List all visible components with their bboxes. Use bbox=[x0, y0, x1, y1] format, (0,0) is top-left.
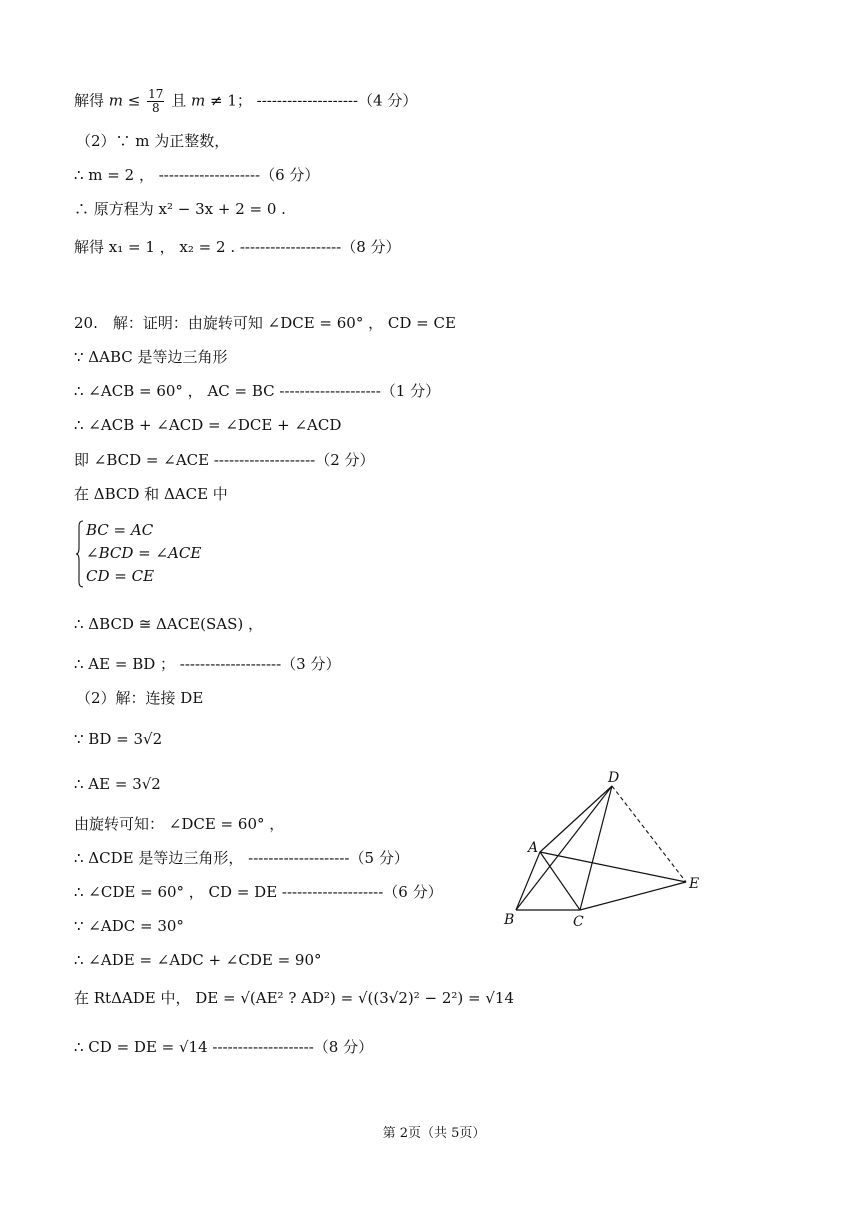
text-segment: ； --------------------（4 分） bbox=[236, 91, 418, 110]
condition-row: CD = CE bbox=[86, 567, 155, 585]
segment-ab bbox=[516, 852, 540, 910]
solution-line-5: 解得 x₁ = 1 ， x₂ = 2 . --------------------（8 分） bbox=[74, 238, 401, 256]
solution-line-1: 解得 m ≤ $\frac{17}{8}$ 且 m ≠ 1； --------------------（4 分） bbox=[74, 87, 418, 115]
segment-ad bbox=[540, 786, 612, 852]
left-brace-icon bbox=[76, 520, 84, 588]
point-label-a: A bbox=[528, 840, 539, 856]
part-2-line-4: ∴ ΔCDE 是等边三角形， --------------------（5 分） bbox=[74, 849, 409, 867]
part-2-line-7: ∴ ∠ADE = ∠ADC + ∠CDE = 90° bbox=[74, 951, 322, 969]
point-label-e: E bbox=[689, 876, 700, 892]
segment-ae bbox=[540, 852, 686, 882]
problem-20-header: 20. 解：证明：由旋转可知 ∠DCE = 60° ， CD = CE bbox=[74, 314, 456, 332]
part-2-line-2: ∴ AE = 3√2 bbox=[74, 775, 161, 793]
point-label-d: D bbox=[608, 770, 620, 786]
part-2-header: （2）解：连接 DE bbox=[76, 689, 204, 707]
part-2-line-5: ∴ ∠CDE = 60° ， CD = DE --------------------（6 分） bbox=[74, 883, 443, 901]
page-footer: 第 2页（共 5页） bbox=[382, 1126, 486, 1141]
point-label-b: B bbox=[504, 912, 515, 928]
proof-line-5: 在 ΔBCD 和 ΔACE 中 bbox=[74, 485, 228, 503]
congruence-conditions bbox=[76, 520, 216, 590]
proof-line-3: ∴ ∠ACB + ∠ACD = ∠DCE + ∠ACD bbox=[74, 416, 342, 434]
condition-row: ∠BCD = ∠ACE bbox=[86, 544, 202, 562]
solution-line-4: ∴ 原方程为 x² − 3x + 2 = 0 . bbox=[74, 200, 286, 218]
proof-line-1: ∵ ΔABC 是等边三角形 bbox=[74, 348, 228, 366]
segment-de-dashed bbox=[612, 786, 686, 882]
proof-line-6: ∴ ΔBCD ≅ ΔACE(SAS) ， bbox=[74, 615, 264, 633]
text-segment: 且 bbox=[171, 91, 187, 110]
part-2-line-3: 由旋转可知： ∠DCE = 60° ， bbox=[74, 815, 285, 833]
part-2-line-8: 在 RtΔADE 中， DE = √(AE² ? AD²) = √((3√2)² − 2²) = √14 bbox=[74, 989, 514, 1007]
segment-ac bbox=[540, 852, 580, 910]
part-2-line-9: ∴ CD = DE = √14 --------------------（8 分） bbox=[74, 1038, 374, 1056]
math-variable: m bbox=[191, 91, 206, 110]
proof-line-4: 即 ∠BCD = ∠ACE --------------------（2 分） bbox=[74, 451, 375, 469]
solution-line-2: （2）∵ m 为正整数， bbox=[76, 132, 230, 150]
fraction-numerator: 17 bbox=[148, 87, 164, 101]
triangle-diagram bbox=[496, 766, 708, 932]
geometry-figure bbox=[496, 766, 708, 932]
segment-cd bbox=[580, 786, 612, 910]
text-segment: 解得 bbox=[74, 91, 105, 110]
condition-row: BC = AC bbox=[86, 521, 154, 539]
fraction bbox=[147, 88, 164, 115]
segment-ce bbox=[580, 882, 686, 910]
proof-line-2: ∴ ∠ACB = 60° ， AC = BC --------------------（1 分） bbox=[74, 382, 441, 400]
fraction-denominator: 8 bbox=[151, 101, 160, 115]
math-variable: m bbox=[108, 91, 124, 110]
point-label-c: C bbox=[573, 914, 584, 930]
solution-line-3: ∴ m = 2 ， --------------------（6 分） bbox=[74, 166, 320, 184]
part-2-line-6: ∵ ∠ADC = 30° bbox=[74, 917, 184, 935]
proof-line-7: ∴ AE = BD ； --------------------（3 分） bbox=[74, 655, 341, 673]
part-2-line-1: ∵ BD = 3√2 bbox=[74, 730, 163, 748]
